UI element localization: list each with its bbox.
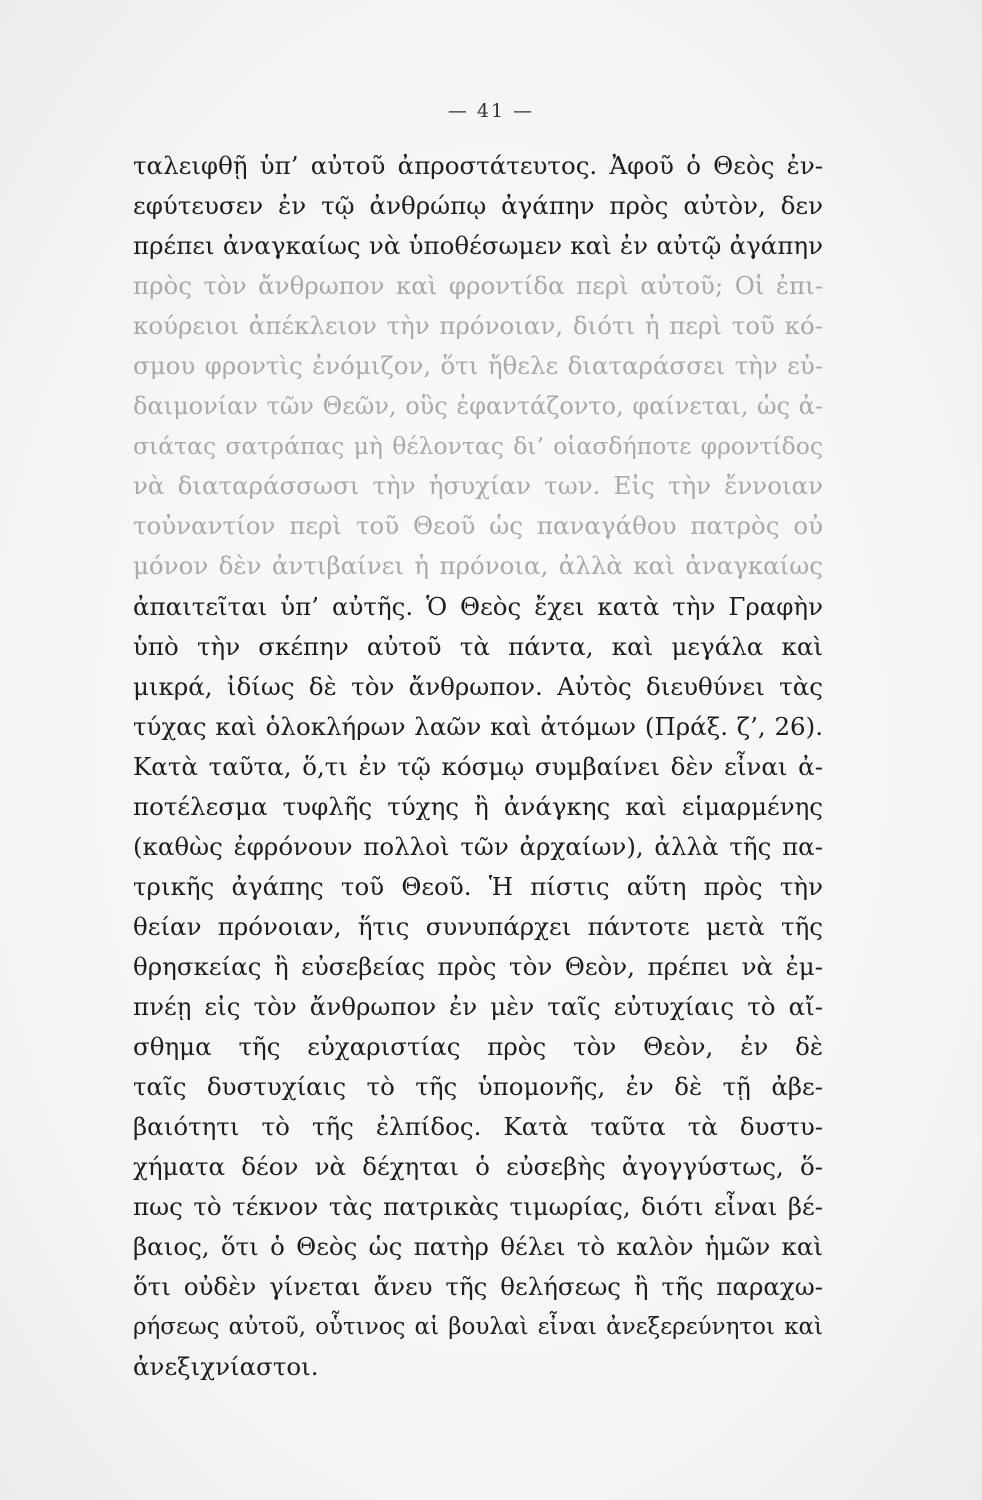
text-line-2: εφύτευσεν ἐν τῷ ἀνθρώπῳ ἀγάπην πρὸς αὐτὸν, δεν [133, 191, 823, 221]
text-line-25: βαιότητι τὸ τῆς ἐλπίδος. Κατὰ ταῦτα τὰ δυστυ- [133, 1112, 823, 1142]
text-line-1: ταλειφθῇ ὑπ’ αὐτοῦ ἀπροστάτευτος. Ἀφοῦ ὁ Θεὸς ἐν- [133, 151, 823, 180]
text-line-10: τοὐναντίον περὶ τοῦ Θεοῦ ὡς παναγάθου πατρὸς οὐ [133, 511, 823, 541]
text-line-24: ταῖς δυστυχίαις τὸ τῆς ὑπομονῆς, ἐν δὲ τῇ ἀβε- [133, 1072, 823, 1102]
text-line-11: μόνον δὲν ἀντιβαίνει ἡ πρόνοια, ἀλλὰ καὶ ἀναγκαίως [133, 551, 823, 581]
body-text [133, 146, 823, 1387]
text-line-5: κούρειοι ἀπέκλειον τὴν πρόνοιαν, διότι ἡ περὶ τοῦ κό- [133, 311, 823, 341]
text-line-12: ἀπαιτεῖται ὑπ’ αὐτῆς. Ὁ Θεὸς ἔχει κατὰ τὴν Γραφὴν [133, 591, 823, 621]
text-line-26: χήματα δέον νὰ δέχηται ὁ εὐσεβὴς ἀγογγύστως, ὅ- [133, 1152, 823, 1182]
text-line-22: πνέῃ εἰς τὸν ἄνθρωπον ἐν μὲν ταῖς εὐτυχίαις τὸ αἴ- [133, 991, 823, 1021]
text-line-15: τύχας καὶ ὁλοκλήρων λαῶν καὶ ἀτόμων (Πράξ. ζ’, 26). [133, 711, 823, 741]
text-line-19: τρικῆς ἀγάπης τοῦ Θεοῦ. Ἡ πίστις αὕτη πρὸς τὴν [133, 871, 823, 901]
text-line-7: δαιμονίαν τῶν Θεῶν, οὓς ἐφαντάζοντο, φαίνεται, ὡς ἀ- [133, 392, 823, 421]
text-line-29: ὅτι οὐδὲν γίνεται ἄνευ τῆς θελήσεως ἢ τῆς παραχω- [133, 1272, 823, 1302]
text-line-27: πως τὸ τέκνον τὰς πατρικὰς τιμωρίας, διότι εἶναι βέ- [133, 1192, 823, 1222]
text-line-17: ποτέλεσμα τυφλῆς τύχης ἢ ἀνάγκης καὶ εἱμαρμένης [133, 791, 823, 821]
text-line-4: πρὸς τὸν ἄνθρωπον καὶ φροντίδα περὶ αὐτοῦ; Οἱ ἐπι- [133, 271, 823, 301]
text-line-18: (καθὼς ἐφρόνουν πολλοὶ τῶν ἀρχαίων), ἀλλὰ τῆς πα- [133, 831, 823, 861]
text-line-8: σιάτας σατράπας μὴ θέλοντας δι’ οἱασδήποτε φροντίδος [133, 432, 823, 461]
text-line-3: πρέπει ἀναγκαίως νὰ ὑποθέσωμεν καὶ ἐν αὐτῷ ἀγάπην [133, 231, 823, 261]
text-line-6: σμου φροντὶς ἐνόμιζον, ὅτι ἤθελε διαταράσσει τὴν εὐ- [133, 351, 823, 381]
page-number: — 41 — [447, 100, 535, 122]
text-line-28: βαιος, ὅτι ὁ Θεὸς ὡς πατὴρ θέλει τὸ καλὸν ἡμῶν καὶ [133, 1232, 823, 1262]
text-line-20: θείαν πρόνοιαν, ἥτις συνυπάρχει πάντοτε μετὰ τῆς [133, 911, 823, 941]
text-line-21: θρησκείας ἢ εὐσεβείας πρὸς τὸν Θεὸν, πρέπει νὰ ἐμ- [133, 951, 823, 981]
text-line-30: ρήσεως αὐτοῦ, οὗτινος αἱ βουλαὶ εἶναι ἀνεξερεύνητοι καὶ [133, 1314, 823, 1341]
text-line-14: μικρά, ἰδίως δὲ τὸν ἄνθρωπον. Αὐτὸς διευθύνει τὰς [133, 671, 823, 701]
text-line-31: ἀνεξιχνίαστοι. [133, 1352, 319, 1382]
text-line-9: νὰ διαταράσσωσι τὴν ἡσυχίαν των. Εἰς τὴν ἔννοιαν [133, 471, 823, 501]
text-line-16: Κατὰ ταῦτα, ὅ,τι ἐν τῷ κόσμῳ συμβαίνει δὲν εἶναι ἀ- [133, 751, 823, 781]
text-line-13: ὑπὸ τὴν σκέπην αὐτοῦ τὰ πάντα, καὶ μεγάλα καὶ [133, 631, 823, 661]
text-line-23: σθημα τῆς εὐχαριστίας πρὸς τὸν Θεὸν, ἐν δὲ [133, 1032, 823, 1062]
